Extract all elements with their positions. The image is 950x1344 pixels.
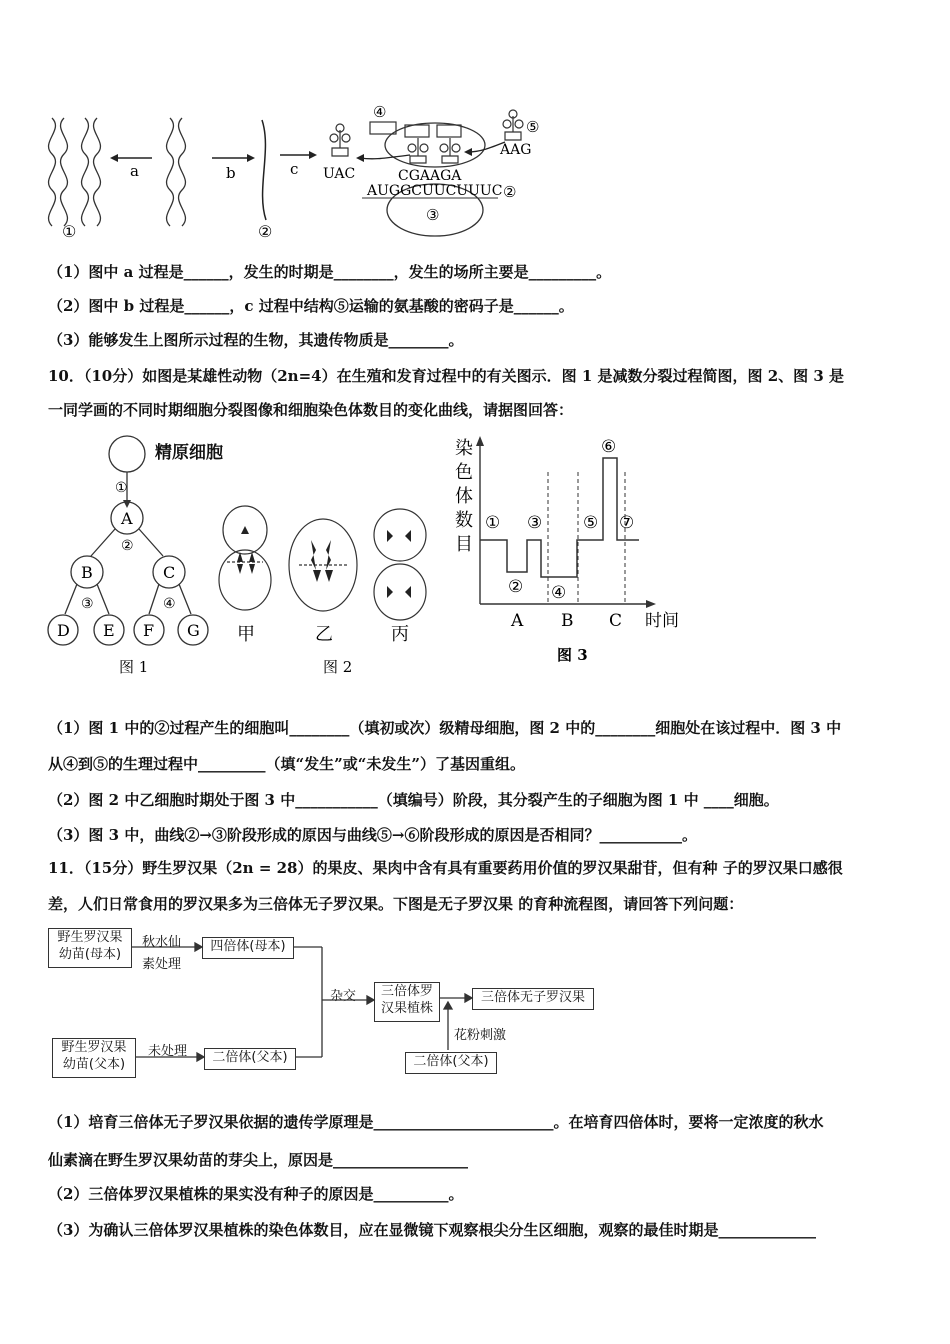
num-3: ③	[426, 206, 440, 224]
box-tetraploid: 四倍体(母本)	[202, 937, 294, 959]
spermatogonium-title: 精原细胞	[155, 443, 223, 463]
point-1: ①	[485, 513, 501, 533]
wild-father-line1: 野生罗汉果	[61, 1040, 127, 1055]
num-1: ①	[62, 222, 77, 241]
node-G: G	[187, 621, 200, 640]
q9-line-3: （3）能够发生上图所示过程的生物，其遗传物质是________。	[48, 331, 464, 349]
ylabel-4: 目	[455, 534, 473, 555]
untreated-label: 未处理	[148, 1044, 188, 1059]
node-D: D	[57, 621, 70, 640]
x-label-A: A	[511, 611, 524, 631]
q11-line-4: （3）为确认三倍体罗汉果植株的染色体数目，应在显微镜下观察根尖分生区细胞，观察的最佳时期是_____________	[48, 1221, 816, 1239]
x-label-C: C	[609, 611, 623, 631]
label-b: b	[226, 164, 236, 182]
wild-mother-line1: 野生罗汉果	[57, 930, 123, 945]
tree-circ-4: ④	[163, 596, 176, 612]
node-F: F	[143, 621, 155, 640]
node-A: A	[121, 509, 133, 528]
anticodon-left: UAC	[323, 166, 356, 182]
num-2-mrna: ②	[503, 183, 517, 201]
q10-line-4: （3）图 3 中，曲线②→③阶段形成的原因与曲线⑤→⑥阶段形成的原因是否相同？___________。	[48, 826, 697, 844]
q11-header-2: 差，人们日常食用的罗汉果多为三倍体无子罗汉果。下图是无子罗汉果 的育种流程图，请回答下列问题：	[48, 895, 744, 913]
x-label-B: B	[561, 611, 574, 631]
q9-line-1: （1）图中 a 过程是______，发生的时期是________，发生的场所主要是_________。	[48, 263, 612, 281]
point-5: ⑤	[583, 513, 599, 533]
box-seedless-fruit: 三倍体无子罗汉果	[472, 988, 594, 1010]
caption-fig1: 图 1	[119, 658, 149, 676]
q11-line-1: （1）培育三倍体无子罗汉果依据的遗传学原理是________________________。在培育四倍体时，要将一定浓度的秋水	[48, 1113, 824, 1131]
anticodon-right: AAG	[500, 142, 532, 158]
point-3: ③	[527, 513, 543, 533]
triploid-line1: 三倍体罗	[380, 984, 433, 999]
colchicine-line2: 素处理	[142, 957, 182, 972]
point-2: ②	[508, 577, 524, 597]
point-6: ⑥	[601, 437, 617, 457]
q10-line-3: （2）图 2 中乙细胞时期处于图 3 中___________（填编号）阶段，其分裂产生的子细胞为图 1 中 ____细胞。	[48, 791, 779, 809]
q10-line-1: （1）图 1 中的②过程产生的细胞叫________（填初或次）级精母细胞，图 2 中的________细胞处在该过程中．图 3 中	[48, 719, 842, 737]
q11-line-3: （2）三倍体罗汉果植株的果实没有种子的原因是__________。	[48, 1185, 464, 1203]
q11-line-2: 仙素滴在野生罗汉果幼苗的芽尖上，原因是__________________	[48, 1151, 469, 1169]
label-c: c	[290, 160, 299, 178]
wild-mother-line2: 幼苗(母本)	[58, 947, 122, 962]
q10-header-1: 10．（10分）如图是某雄性动物（2n=4）在生殖和发育过程中的有关图示．图 1 是减数分裂过程简图，图 2、图 3 是	[48, 367, 845, 385]
tree-circ-2: ②	[121, 538, 134, 554]
node-E: E	[103, 621, 115, 640]
node-B: B	[81, 563, 93, 582]
label-jia: 甲	[237, 624, 255, 645]
wild-father-line2: 幼苗(父本)	[62, 1057, 126, 1072]
triploid-line2: 汉果植株	[380, 1001, 433, 1016]
pollen-label: 花粉刺激	[454, 1028, 507, 1043]
caption-fig2: 图 2	[323, 658, 353, 676]
box-diploid-father-2: 二倍体(父本)	[405, 1052, 497, 1074]
cross-label: 杂交	[330, 989, 357, 1004]
tree-circ-3: ③	[81, 596, 94, 612]
x-label-time: 时间	[645, 611, 679, 631]
ylabel-3: 数	[455, 510, 473, 531]
q10-line-2: 从④到⑤的生理过程中_________（填“发生”或“未发生”）了基因重组。	[48, 755, 526, 773]
q11-header-1: 11．（15分）野生罗汉果（2n = 28）的果皮、果肉中含有具有重要药用价值的罗汉果甜苷，但有种 子的罗汉果口感很	[48, 859, 843, 877]
label-a: a	[130, 162, 139, 180]
ylabel-0: 染	[455, 438, 473, 459]
num-2: ②	[258, 222, 273, 241]
point-4: ④	[551, 583, 567, 603]
ylabel-2: 体	[455, 486, 473, 507]
node-C: C	[163, 563, 176, 582]
colchicine-line1: 秋水仙	[142, 935, 182, 950]
label-bing: 丙	[391, 624, 409, 645]
tree-circ-1: ①	[115, 480, 128, 496]
q10-header-2: 一同学画的不同时期细胞分裂图像和细胞染色体数目的变化曲线，请据图回答：	[48, 401, 574, 419]
box-diploid-father: 二倍体(父本)	[204, 1048, 296, 1070]
label-yi: 乙	[315, 624, 333, 645]
caption-fig3: 图 3	[557, 646, 588, 664]
num-5: ⑤	[526, 118, 540, 136]
q9-line-2: （2）图中 b 过程是______，c 过程中结构⑤运输的氨基酸的密码子是______。	[48, 297, 574, 315]
point-7: ⑦	[619, 513, 635, 533]
ylabel-1: 色	[455, 462, 473, 483]
num-4: ④	[373, 103, 387, 121]
trna-codons: CGAAGA	[398, 168, 462, 184]
mrna-sequence: AUGGCUUCUUUC	[367, 183, 503, 199]
